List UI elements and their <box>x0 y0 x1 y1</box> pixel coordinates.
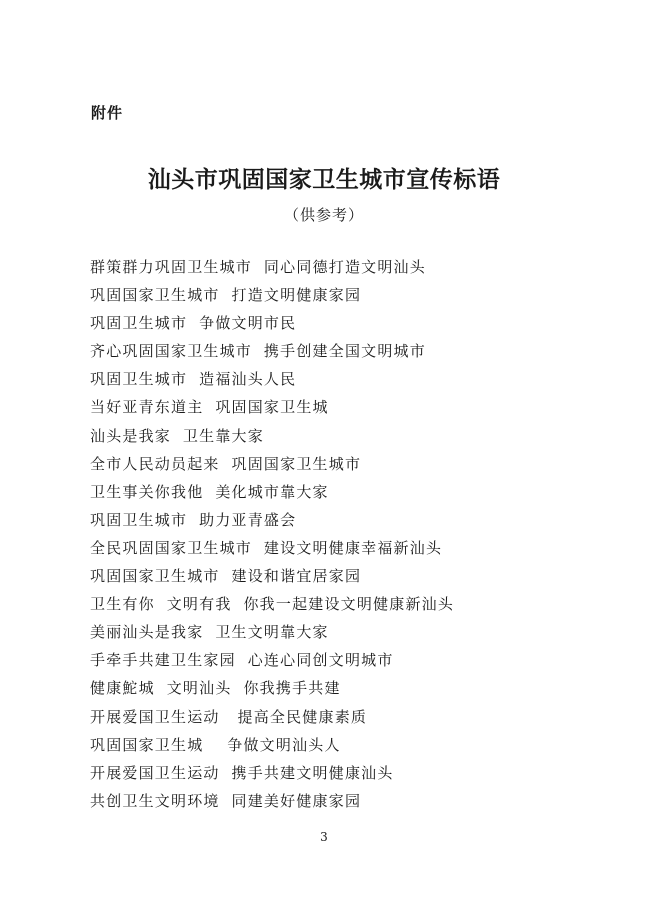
slogan-item: 卫生事关你我他 美化城市靠大家 <box>90 482 329 501</box>
slogan-item: 巩固卫生城市 造福汕头人民 <box>90 370 297 389</box>
slogan-item: 巩固国家卫生城市 打造文明健康家园 <box>90 286 362 305</box>
slogan-item: 共创卫生文明环境 同建美好健康家园 <box>90 791 362 810</box>
slogan-item: 当好亚青东道主 巩固国家卫生城 <box>90 398 329 417</box>
slogan-item: 巩固卫生城市 助力亚青盛会 <box>90 510 297 529</box>
page-number: 3 <box>320 830 328 844</box>
slogan-item: 巩固国家卫生城 争做文明汕头人 <box>90 735 341 754</box>
slogan-list <box>90 253 454 815</box>
slogan-item: 卫生有你 文明有我 你我一起建设文明健康新汕头 <box>90 595 455 614</box>
document-title: 汕头市巩固国家卫生城市宣传标语 <box>147 166 501 193</box>
slogan-item: 开展爱国卫生运动 携手共建文明健康汕头 <box>90 763 394 782</box>
slogan-item: 巩固卫生城市 争做文明市民 <box>90 314 297 333</box>
slogan-item: 全民巩固国家卫生城市 建设文明健康幸福新汕头 <box>90 538 443 557</box>
slogan-item: 美丽汕头是我家 卫生文明靠大家 <box>90 623 329 642</box>
slogan-item: 全市人民动员起来 巩固国家卫生城市 <box>90 454 362 473</box>
slogan-item: 开展爱国卫生运动 提高全民健康素质 <box>90 707 368 726</box>
attachment-label: 附件 <box>91 104 124 122</box>
slogan-item: 群策群力巩固卫生城市 同心同德打造文明汕头 <box>90 258 426 276</box>
slogan-item: 齐心巩固国家卫生城市 携手创建全国文明城市 <box>90 342 426 361</box>
slogan-item: 巩固国家卫生城市 建设和谐宜居家园 <box>90 567 362 586</box>
slogan-item: 健康鮀城 文明汕头 你我携手共建 <box>90 679 341 698</box>
slogan-item: 汕头是我家 卫生靠大家 <box>90 426 264 445</box>
slogan-item: 手牵手共建卫生家园 心连心同创文明城市 <box>90 651 394 670</box>
document-subtitle: （供参考） <box>283 206 364 224</box>
